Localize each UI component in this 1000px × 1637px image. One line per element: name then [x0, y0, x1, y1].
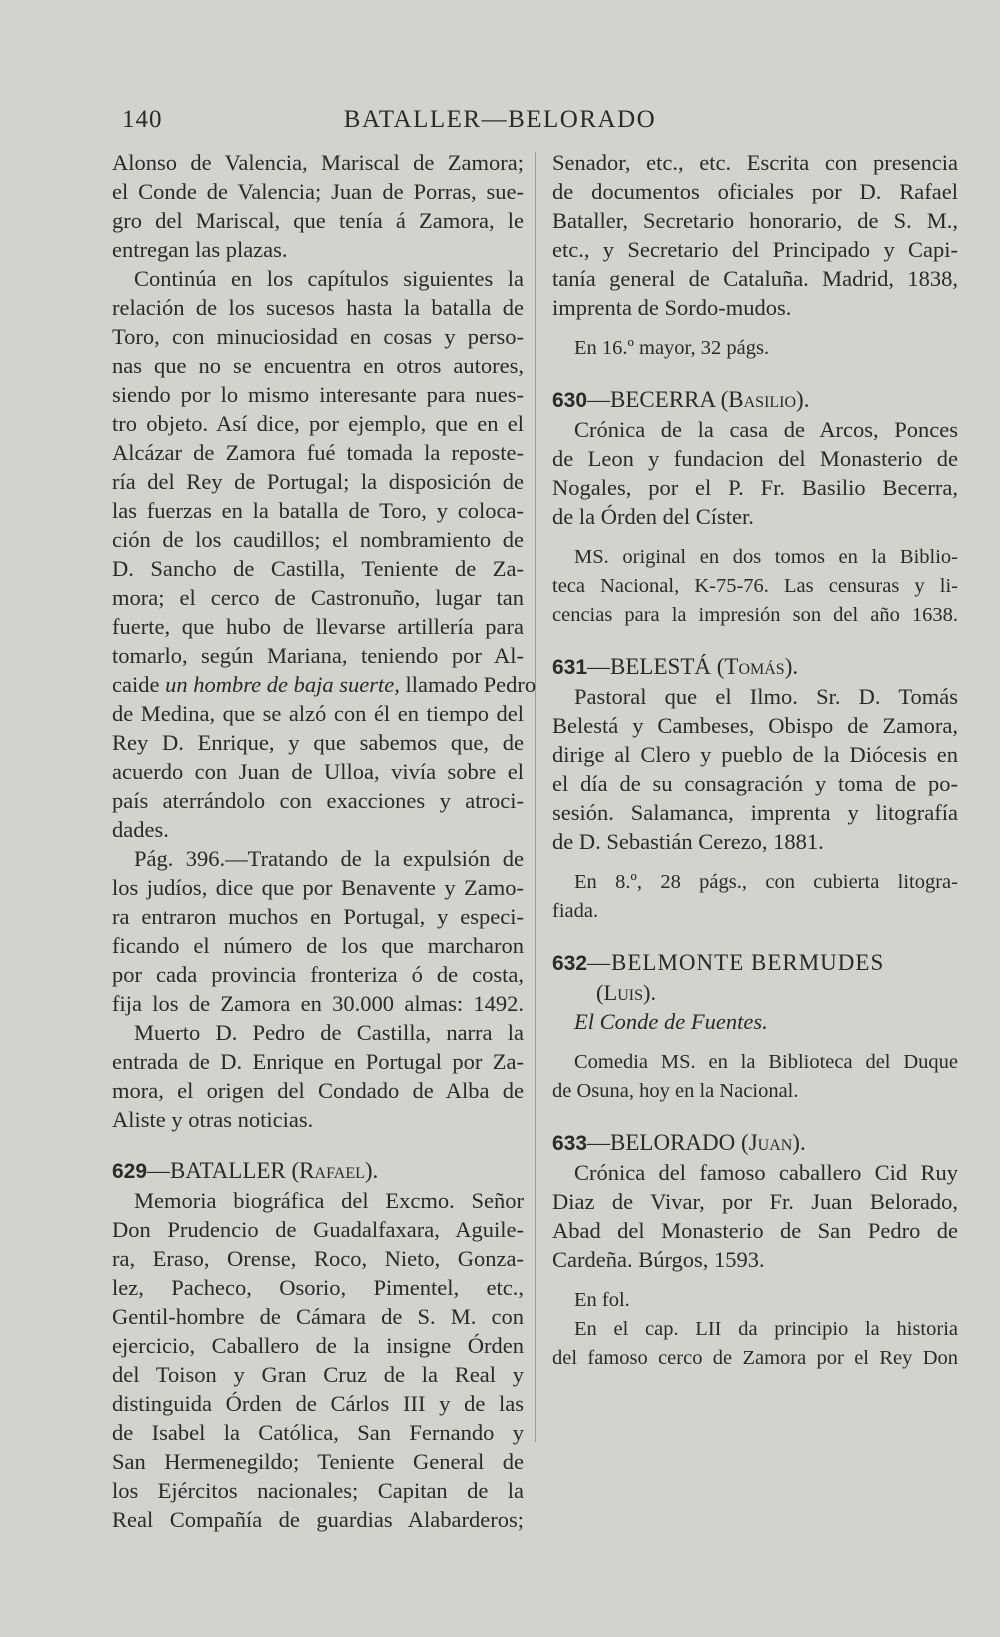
- text-line: Toro, con minuciosidad en cosas y perso-: [112, 324, 524, 349]
- text-line: ra, Eraso, Orense, Roco, Nieto, Gonza-: [112, 1246, 524, 1271]
- note-line: Comedia MS. en la Biblioteca del Duque: [574, 1051, 958, 1073]
- text-line: tanía general de Cataluña. Madrid, 1838,: [552, 266, 958, 291]
- text-fragment: caide: [112, 672, 166, 697]
- spacer: [552, 322, 958, 334]
- text-line: gro del Mariscal, que tenía á Zamora, le: [112, 208, 524, 233]
- note-line: En fol.: [574, 1289, 630, 1311]
- text-line: Bataller, Secretario honorario, de S. M.,: [552, 208, 958, 233]
- spacer: [552, 856, 958, 868]
- text-line: dirige al Clero y pueblo de la Diócesis en: [552, 742, 958, 767]
- entry-surname: —BELESTÁ: [587, 654, 711, 679]
- text-line: entrada de D. Enrique en Portugal por Za-: [112, 1049, 524, 1074]
- text-line: Don Prudencio de Guadalfaxara, Aguile-: [112, 1217, 524, 1242]
- entry-given-name: (Juan).: [741, 1130, 806, 1155]
- text-line: relación de los sucesos hasta la batalla de: [112, 295, 524, 320]
- text-line: ría del Rey de Portugal; la disposición de: [112, 469, 524, 494]
- format-note: En 16.º mayor, 32 págs.: [574, 337, 770, 359]
- text-line: Nogales, por el P. Fr. Basilio Becerra,: [552, 475, 958, 500]
- entry-heading: [112, 1156, 524, 1186]
- text-line: mora, el origen del Condado de Alba de: [112, 1078, 524, 1103]
- text-line: ra entraron muchos en Portugal, y especi-: [112, 904, 524, 929]
- entry-given-name: (Luis).: [596, 980, 657, 1005]
- spacer: [552, 363, 958, 385]
- text-line: de documentos oficiales por D. Rafael: [552, 179, 958, 204]
- entry-630: [552, 385, 958, 630]
- text-line: sesión. Salamanca, imprenta y litografía: [552, 800, 958, 825]
- text-line: país aterrándolo con exacciones y atroci-: [112, 788, 524, 813]
- entry-629: [112, 1156, 524, 1534]
- entry-number: 629: [112, 1160, 148, 1183]
- text-line: Pág. 396.—Tratando de la expulsión de: [134, 846, 524, 871]
- note-line: de Osuna, hoy en la Nacional.: [552, 1080, 799, 1102]
- text-line: de D. Sebastián Cerezo, 1881.: [552, 829, 824, 854]
- entry-given-name: (Tomás).: [716, 654, 799, 679]
- entry-number: 631: [552, 656, 588, 679]
- entry-number: 630: [552, 389, 588, 412]
- text-line: Crónica de la casa de Arcos, Ponces: [574, 417, 958, 442]
- text-line: siendo por lo mismo interesante para nues-: [112, 382, 524, 407]
- column-divider: [535, 152, 536, 1442]
- text-line: por cada provincia fronteriza ó de costa,: [112, 962, 524, 987]
- note-line: teca Nacional, K-75-76. Las censuras y li-: [552, 575, 958, 597]
- text-line: de la Órden del Císter.: [552, 504, 754, 529]
- text-line: Alcázar de Zamora fué tomada la reposte-: [112, 440, 524, 465]
- text-line: los judíos, dice que por Benavente y Zamo-: [112, 875, 524, 900]
- text-line: de Leon y fundacion del Monasterio de: [552, 446, 958, 471]
- text-line: Continúa en los capítulos siguientes la: [134, 266, 524, 291]
- text-line: tomarlo, según Mariana, teniendo por Al-: [112, 643, 524, 668]
- paragraph-4: [112, 1018, 524, 1134]
- right-column: [552, 148, 958, 1373]
- text-line: Real Compañía de guardias Alabarderos;: [112, 1507, 524, 1532]
- text-line: del Toison y Gran Cruz de la Real y: [112, 1362, 524, 1387]
- page-number: 140: [122, 106, 163, 133]
- page-header: [0, 106, 1000, 146]
- text-line: ejercicio, Caballero de la insigne Órden: [112, 1333, 524, 1358]
- work-title: El Conde de Fuentes.: [574, 1009, 768, 1034]
- entry-633: [552, 1128, 958, 1373]
- text-line: Aliste y otras noticias.: [112, 1107, 314, 1132]
- italic-quote: un hombre de baja suerte,: [165, 672, 400, 697]
- text-line: San Hermenegildo; Teniente General de: [112, 1449, 524, 1474]
- text-line: distinguida Órden de Cárlos III y de las: [112, 1391, 524, 1416]
- running-title: BATALLER—BELORADO: [343, 106, 657, 133]
- text-line: el Conde de Valencia; Juan de Porras, sue-: [112, 179, 524, 204]
- text-line: tro objeto. Así dice, por ejemplo, que en el: [112, 411, 524, 436]
- text-line: imprenta de Sordo-mudos.: [552, 295, 792, 320]
- text-line: Diaz de Vivar, por Fr. Juan Belorado,: [552, 1189, 958, 1214]
- note-line: fiada.: [552, 900, 599, 922]
- text-line: Muerto D. Pedro de Castilla, narra la: [134, 1020, 524, 1045]
- text-line: ficando el número de los que marcharon: [112, 933, 524, 958]
- text-line: dades.: [112, 817, 169, 842]
- text-line: ción de los caudillos; el nombramiento de: [112, 527, 524, 552]
- text-line: Alonso de Valencia, Mariscal de Zamora;: [112, 150, 524, 175]
- entry-number: 632: [552, 952, 588, 975]
- entry-heading: [552, 652, 958, 682]
- text-line: Belestá y Cambeses, Obispo de Zamora,: [552, 713, 958, 738]
- paragraph-2: [112, 264, 537, 844]
- entry-surname: —BELMONTE BERMUDES: [587, 950, 885, 975]
- note-line: MS. original en dos tomos en la Biblio-: [574, 546, 958, 568]
- text-line: acuerdo con Juan de Ulloa, vivía sobre el: [112, 759, 524, 784]
- spacer: [552, 1274, 958, 1286]
- entry-heading: [552, 948, 958, 978]
- spacer: [552, 926, 958, 948]
- text-line: Rey D. Enrique, y que sabemos que, de: [112, 730, 524, 755]
- left-column: [112, 148, 537, 1534]
- text-line: Senador, etc., etc. Escrita con presencia: [552, 150, 958, 175]
- text-line: Cardeña. Búrgos, 1593.: [552, 1247, 765, 1272]
- entry-surname: —BELORADO: [587, 1130, 736, 1155]
- paragraph-3: [112, 844, 524, 1018]
- text-line: Memoria biográfica del Excmo. Señor: [134, 1188, 524, 1213]
- text-line: D. Sancho de Castilla, Teniente de Za-: [112, 556, 524, 581]
- entry-heading: [552, 385, 958, 415]
- spacer: [552, 1106, 958, 1128]
- spacer: [552, 531, 958, 543]
- text-line: fuerte, que hubo de llevarse artillería para: [112, 614, 524, 639]
- entry-surname: —BATALLER: [147, 1158, 286, 1183]
- text-line: Abad del Monasterio de San Pedro de: [552, 1218, 958, 1243]
- text-line: las fuerzas en la batalla de Toro, y coloca-: [112, 498, 524, 523]
- text-line: fija los de Zamora en 30.000 almas: 1492.: [112, 991, 524, 1016]
- entry-number: 633: [552, 1132, 588, 1155]
- entry-surname: —BECERRA: [587, 387, 715, 412]
- note-line: En el cap. LII da principio la historia: [574, 1318, 958, 1340]
- text-line: mora; el cerco de Castronuño, lugar tan: [112, 585, 524, 610]
- note-line: del famoso cerco de Zamora por el Rey Don: [552, 1347, 958, 1369]
- spacer: [552, 1036, 958, 1048]
- note-line: cencias para la impresión son del año 1638.: [552, 604, 958, 626]
- entry-629-continued: [552, 148, 958, 363]
- spacer: [112, 1134, 524, 1156]
- text-line: de Medina, que se alzó con él en tiempo del: [112, 701, 524, 726]
- text-line-with-italic: [112, 670, 537, 699]
- entry-given-name: (Rafael).: [291, 1158, 379, 1183]
- text-line: Gentil-hombre de Cámara de S. M. con: [112, 1304, 524, 1329]
- spacer: [552, 630, 958, 652]
- paragraph-1: [112, 148, 524, 264]
- entry-632: [552, 948, 958, 1106]
- text-line: Crónica del famoso caballero Cid Ruy: [574, 1160, 958, 1185]
- note-line: En 8.º, 28 págs., con cubierta litogra-: [574, 871, 958, 893]
- text-line: lez, Pacheco, Osorio, Pimentel, etc.,: [112, 1275, 524, 1300]
- entry-heading: [552, 1128, 958, 1158]
- entry-631: [552, 652, 958, 926]
- text-line: nas que no se encuentra en otros autores,: [112, 353, 524, 378]
- entry-given-name: (Basilio).: [720, 387, 810, 412]
- text-line: los Ejércitos nacionales; Capitan de la: [112, 1478, 524, 1503]
- text-line: entregan las plazas.: [112, 237, 288, 262]
- text-fragment: llamado Pedro: [399, 672, 537, 697]
- text-line: Pastoral que el Ilmo. Sr. D. Tomás: [574, 684, 958, 709]
- text-line: de Isabel la Católica, San Fernando y: [112, 1420, 524, 1445]
- text-line: etc., y Secretario del Principado y Capi-: [552, 237, 958, 262]
- text-line: el día de su consagración y toma de po-: [552, 771, 958, 796]
